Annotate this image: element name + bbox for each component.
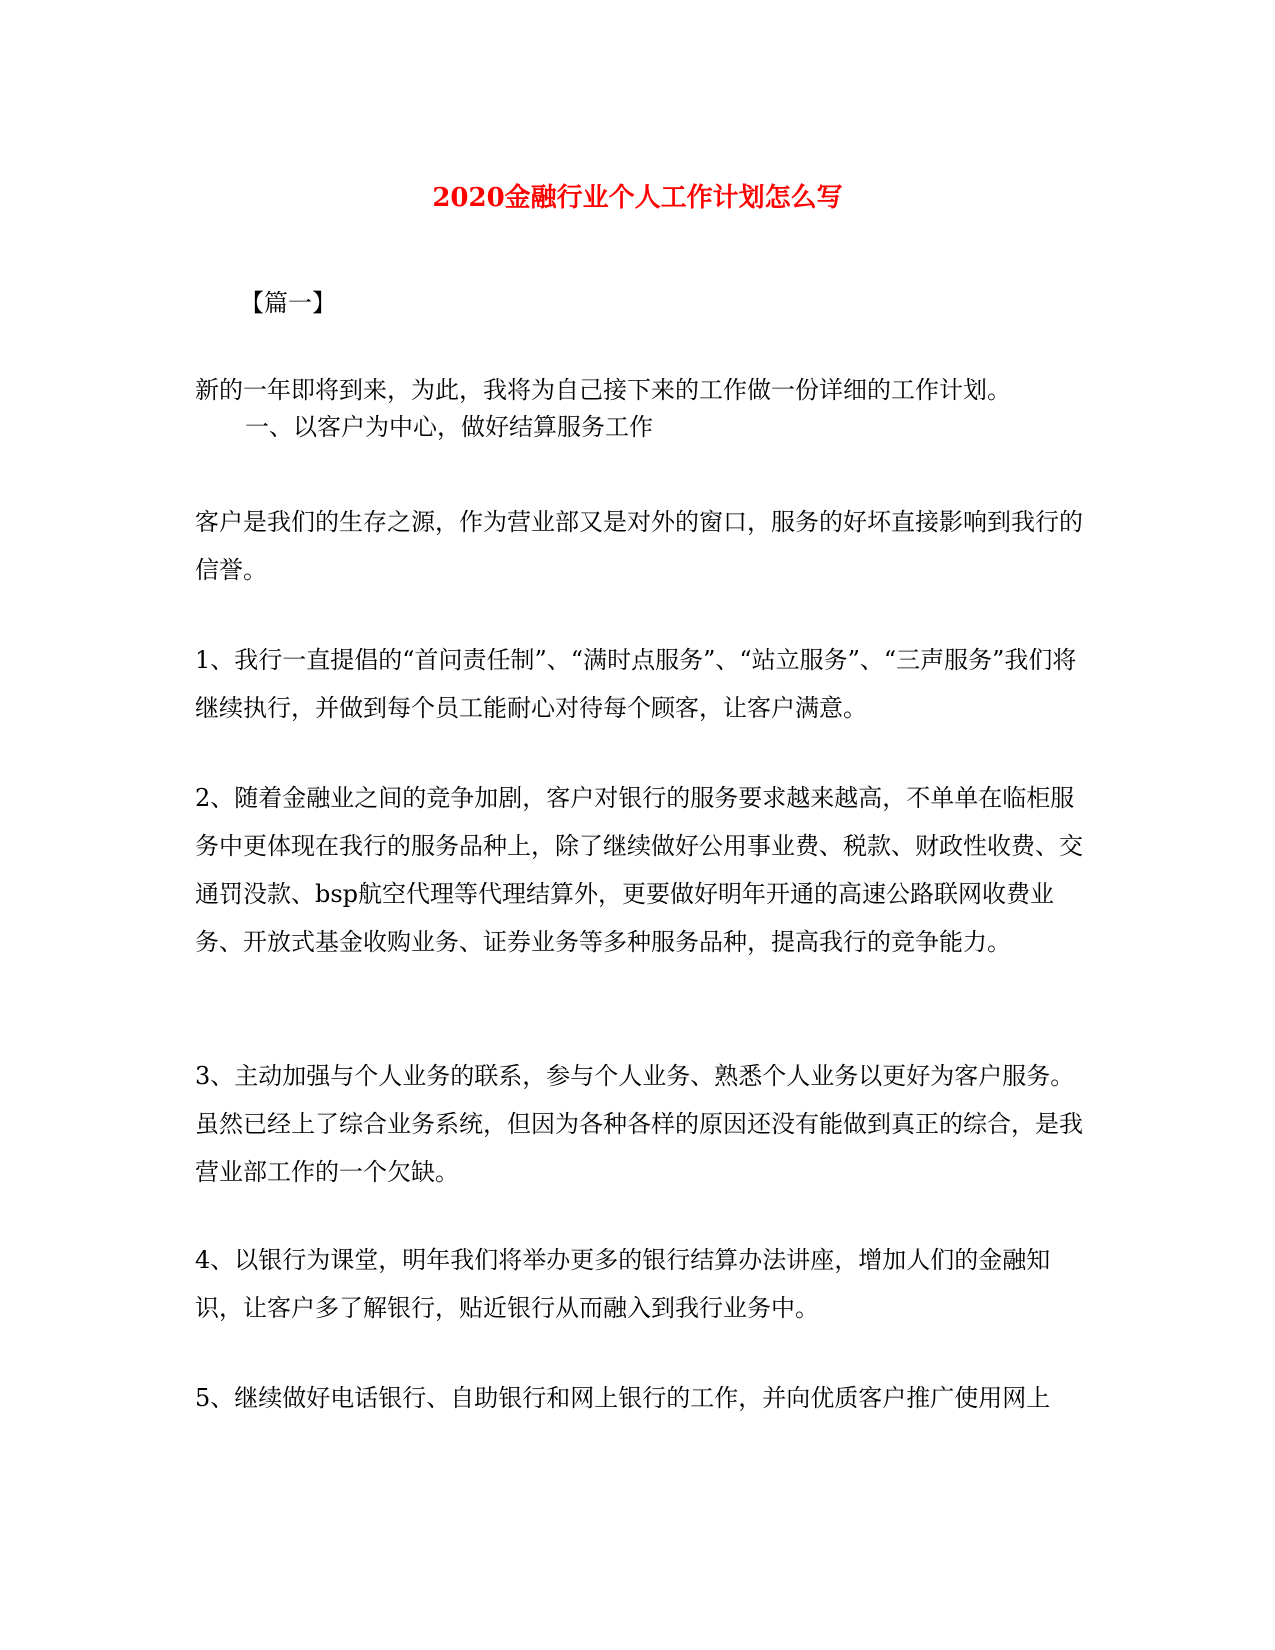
paragraph-3: 2、随着金融业之间的竞争加剧，客户对银行的服务要求越来越高，不单单在临柜服务中更体现在我行的服务品种上，除了继续做好公用事业费、税款、财政性收费、交通罚没款、bsp航空代理等代理结算外，更要做好明年开通的高速公路联网收费业务、开放式基金收购业务、证券业务等多种服务品种，提高我行的竞争能力。 bbox=[195, 784, 1083, 956]
paragraph-2: 1、我行一直提倡的“首问责任制”、“满时点服务”、“站立服务”、“三声服务”我们将继续执行，并做到每个员工能耐心对待每个顾客，让客户满意。 bbox=[195, 646, 1077, 722]
document-title: 2020金融行业个人工作计划怎么写 bbox=[432, 183, 843, 213]
paragraph-4: 3、主动加强与个人业务的联系，参与个人业务、熟悉个人业务以更好为客户服务。虽然已经上了综合业务系统，但因为各种各样的原因还没有能做到真正的综合，是我营业部工作的一个欠缺。 bbox=[195, 1062, 1083, 1186]
intro-paragraph: 新的一年即将到来，为此，我将为自己接下来的工作做一份详细的工作计划。 bbox=[195, 376, 1011, 404]
paragraph-1: 客户是我们的生存之源，作为营业部又是对外的窗口，服务的好坏直接影响到我行的信誉。 bbox=[195, 508, 1083, 584]
heading-1: 一、以客户为中心，做好结算服务工作 bbox=[245, 413, 653, 441]
section-label: 【篇一】 bbox=[240, 289, 336, 317]
paragraph-5: 4、以银行为课堂，明年我们将举办更多的银行结算办法讲座，增加人们的金融知识，让客户多了解银行，贴近银行从而融入到我行业务中。 bbox=[195, 1246, 1051, 1322]
paragraph-6: 5、继续做好电话银行、自助银行和网上银行的工作，并向优质客户推广使用网上 bbox=[195, 1384, 1051, 1412]
